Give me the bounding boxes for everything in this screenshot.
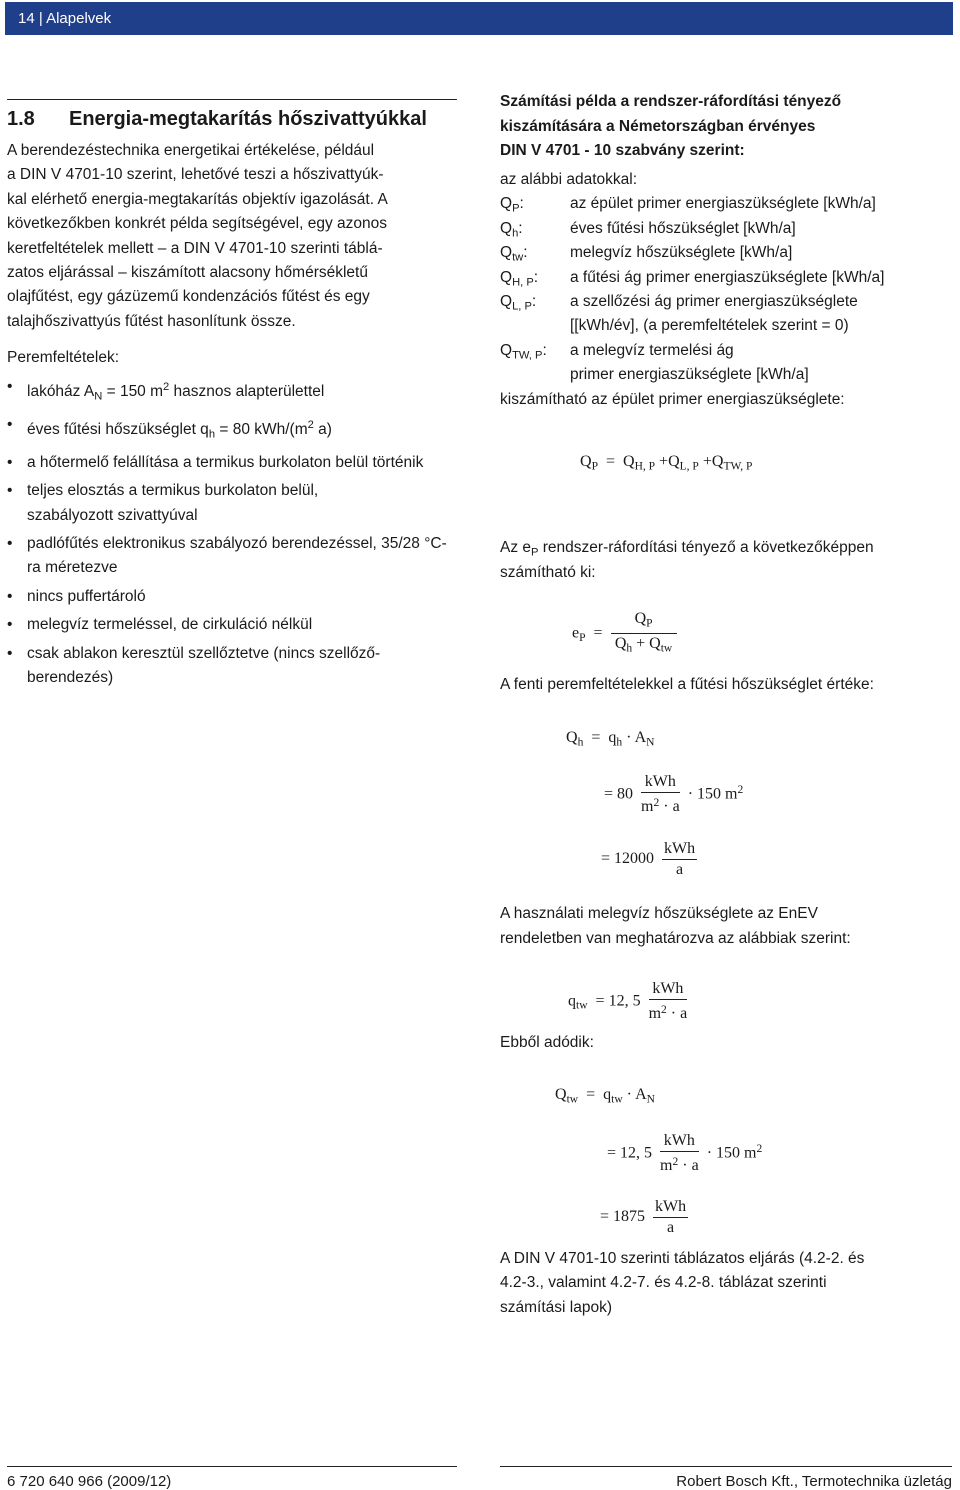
ep-text: Az $e_P$ rendszer-ráfordítási tényező a következőképpen <box>500 539 874 559</box>
data-intro: az alábbi adatokkal: <box>500 171 638 188</box>
qh-intro: A fenti peremfeltételekkel a fűtési hőszükséglet értéke: <box>500 676 874 693</box>
list-item: • éves fűtési hőszükséglet $q_h = 80$ kWh/($m^2$ a) <box>7 413 457 447</box>
intro-line: következőkben konkrét példa segítségével, egy azonos <box>7 215 387 232</box>
example-heading-line: kiszámítására a Németországban érvényes <box>500 118 816 135</box>
section-title <box>7 108 427 131</box>
formula-qh-result: = 12000 $\frac{\text{kWh}}{a}$ <box>601 840 696 878</box>
page-header <box>5 2 953 35</box>
closing-line: számítási lapok) <box>500 1299 612 1316</box>
intro-line: olajfűtést, egy gázüzemű kondenzációs fűtést és egy <box>7 288 370 305</box>
ep-text-2: számítható ki: <box>500 564 596 581</box>
formula-primary-energy: $Q_P = Q_{H, P} +Q_{L, P} +Q_{TW, P}$ <box>580 453 753 473</box>
formula-qtw-step2: = 12, 5 $\frac{\text{kWh}}{m^2 \cdot a}$ · 150 $m^2$ <box>607 1132 763 1175</box>
intro-line: A berendezéstechnika energetikai értékelése, például <box>7 142 375 159</box>
formula-qtw-spec: $q_{tw} = 12$, 5 $\frac{\text{kWh}}{m^2 \cdot a}$ <box>568 980 688 1023</box>
intro-line: talajhőszivattyús fűtést hasonlítunk össze. <box>7 313 296 330</box>
list-item: • a hőtermelő felállítása a termikus burkolaton belül történik <box>7 451 447 475</box>
formula-qh: $Q_h = q_h \cdot A_N$ <box>566 729 655 749</box>
list-item: • csak ablakon keresztül szellőztetve (nincs szellőző-berendezés) <box>7 642 452 691</box>
intro-line: keretfeltételek mellett – a DIN V 4701-10 szerinti táblá- <box>7 240 383 257</box>
formula-qtw: $Q_{tw} = q_{tw} \cdot A_N$ <box>555 1086 655 1106</box>
footer-rule-right <box>500 1466 952 1467</box>
conditions-list <box>7 375 457 694</box>
example-heading-line: Számítási példa a rendszer-ráfordítási tényező <box>500 93 842 110</box>
section-top-rule <box>7 99 457 100</box>
formula-qtw-result: = 1875 $\frac{\text{kWh}}{a}$ <box>600 1198 687 1236</box>
list-item: • padlófűtés elektronikus szabályozó berendezéssel, 35/28 °C-ra méretezve <box>7 532 452 581</box>
section-number: 1.8 <box>7 108 35 130</box>
footer-company: Robert Bosch Kft., Termotechnika üzletág <box>676 1473 952 1490</box>
example-heading-line: DIN V 4701 - 10 szabvány szerint: <box>500 142 745 159</box>
list-item: • teljes elosztás a termikus burkolaton belül, szabályozott szivattyúval <box>7 479 407 528</box>
closing-line: A DIN V 4701-10 szerinti táblázatos eljárás (4.2-2. és <box>500 1250 865 1267</box>
conditions-heading: Peremfeltételek: <box>7 349 119 366</box>
tw-intro-2: rendeletben van meghatározva az alábbiak szerint: <box>500 930 851 947</box>
footer-rule-left <box>7 1466 457 1467</box>
list-item: • melegvíz termeléssel, de cirkuláció nélkül <box>7 613 457 637</box>
section-title-text: Energia-megtakarítás hőszivattyúkkal <box>69 108 427 130</box>
result-intro: Ebből adódik: <box>500 1034 594 1051</box>
intro-line: zatos eljárással – kiszámított alacsony hőmérsékletű <box>7 264 368 281</box>
list-item: • nincs puffertároló <box>7 585 457 609</box>
footer-doc-number: 6 720 640 966 (2009/12) <box>7 1473 172 1490</box>
closing-line: 4.2-3., valamint 4.2-7. és 4.2-8. táblázat szerinti <box>500 1274 827 1291</box>
list-item: • lakóház $A_N = 150$ $m^2$ hasznos alapterülettel <box>7 375 457 409</box>
intro-line: kal elérhető energia-megtakarítás objektív igazolását. A <box>7 191 388 208</box>
tw-intro-1: A használati melegvíz hőszükséglete az EnEV <box>500 905 818 922</box>
formula-ep: $e_P$ = $\frac{Q_P}{Q_h + Q_{tw}}$ <box>572 610 681 658</box>
intro-line: a DIN V 4701-10 szerint, lehetővé teszi a hőszivattyúk- <box>7 166 384 183</box>
calc-intro: kiszámítható az épület primer energiaszükséglete: <box>500 391 845 408</box>
formula-qh-step2: = 80 $\frac{\text{kWh}}{m^2 \cdot a}$ · 150 $m^2$ <box>604 773 744 816</box>
header-title: 14 | Alapelvek <box>18 10 112 27</box>
